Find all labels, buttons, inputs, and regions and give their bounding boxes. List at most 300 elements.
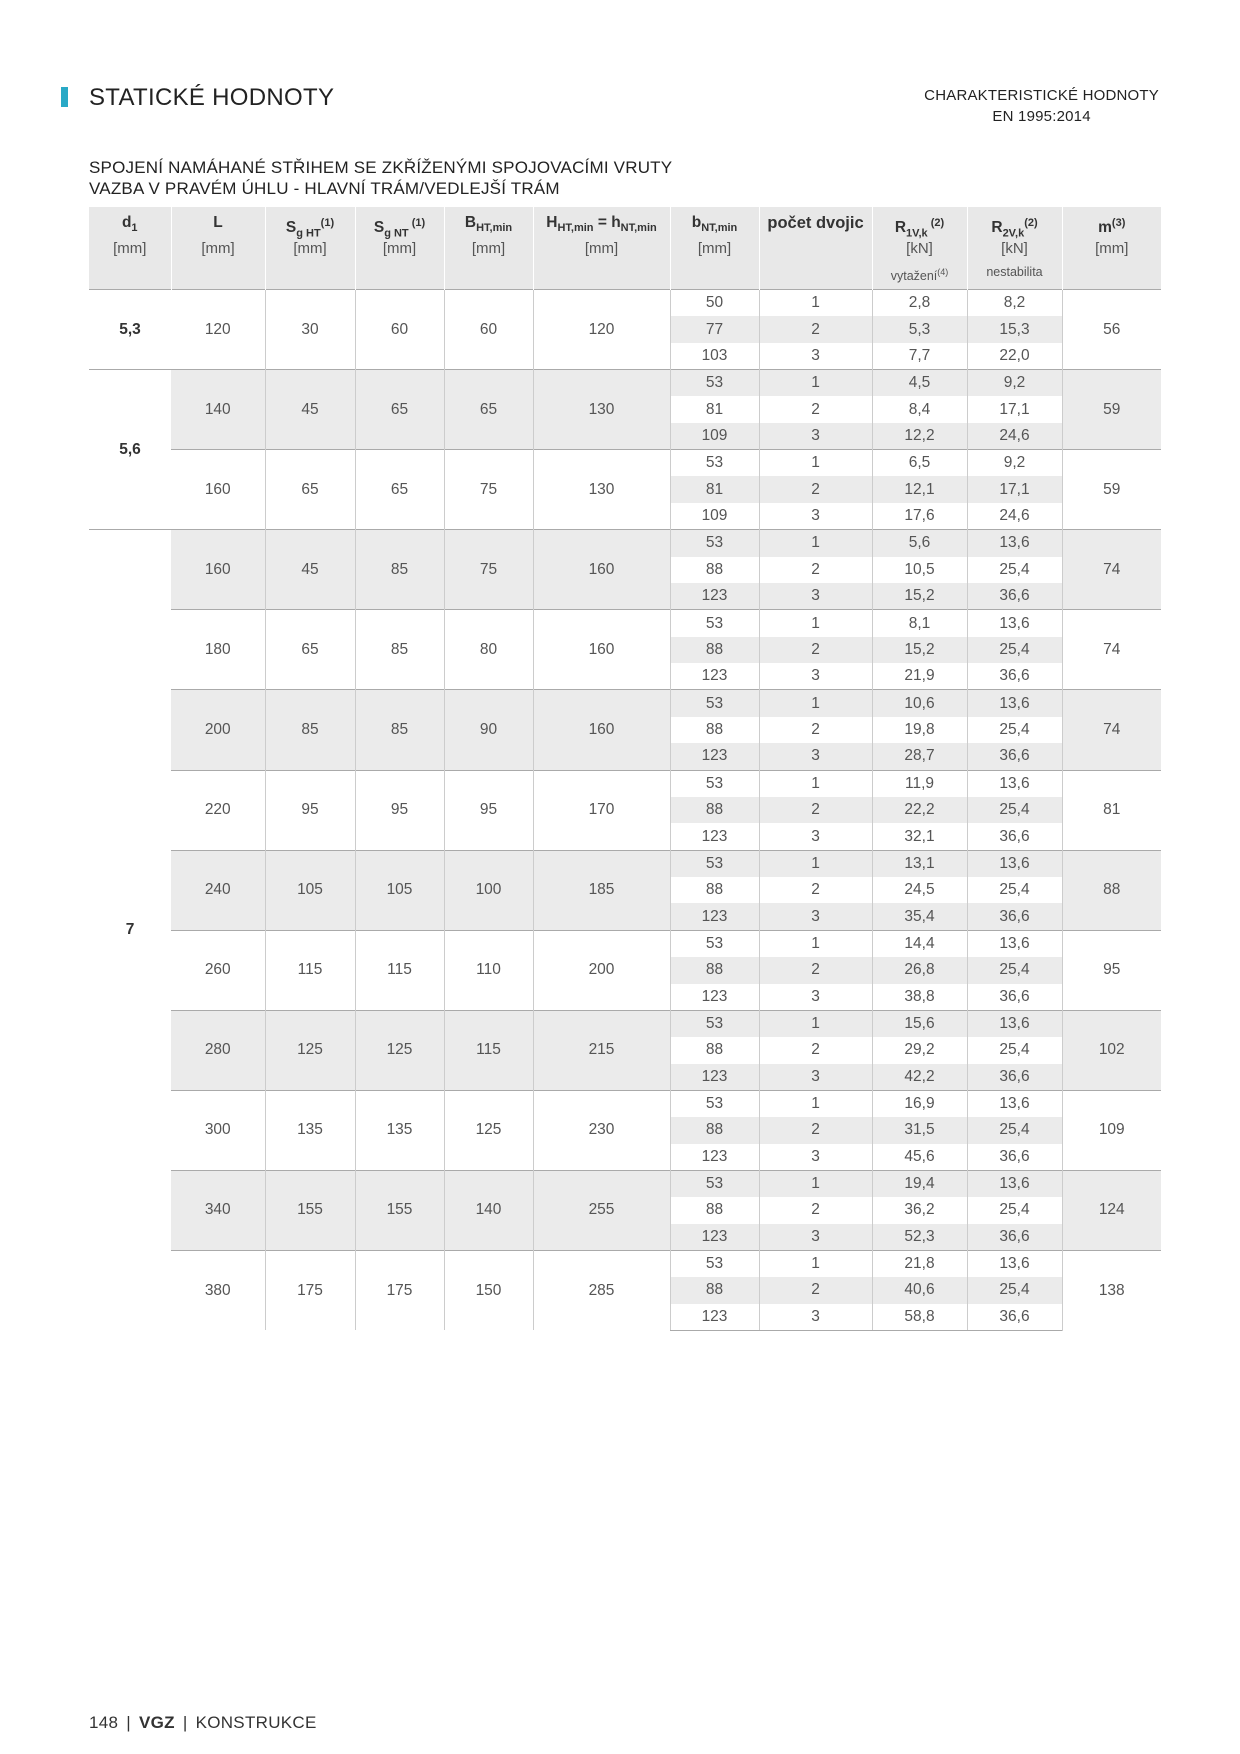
cell-r2v: 25,4	[967, 1197, 1062, 1224]
column-unit: [mm]	[471, 240, 506, 257]
cell-r2v: 25,4	[967, 557, 1062, 584]
cell-b-ht: 115	[444, 1010, 533, 1090]
cell-b-nt: 88	[670, 1277, 759, 1304]
cell-pairs: 3	[759, 503, 872, 530]
table-row	[89, 850, 1161, 877]
column-note: vytažení$^{(4)}$	[890, 267, 949, 284]
cell-b-nt: 53	[670, 930, 759, 957]
cell-r2v: 25,4	[967, 1277, 1062, 1304]
column-symbol: $S_{g NT}$ $^{(1)}$	[373, 217, 426, 240]
cell-r1v: 15,2	[872, 583, 967, 610]
cell-r1v: 5,3	[872, 316, 967, 343]
cell-pairs: 2	[759, 1117, 872, 1144]
cell-r1v: 10,5	[872, 557, 967, 584]
cell-b-nt: 88	[670, 1037, 759, 1064]
column-unit: [mm]	[697, 240, 732, 257]
cell-sg-ht: 105	[265, 850, 355, 930]
cell-sg-nt: 95	[355, 770, 444, 850]
cell-m: 88	[1062, 850, 1161, 930]
cell-r1v: 21,8	[872, 1250, 967, 1277]
cell-r1v: 38,8	[872, 984, 967, 1011]
cell-sg-nt: 60	[355, 290, 444, 370]
cell-r1v: 6,5	[872, 450, 967, 477]
cell-r1v: 7,7	[872, 343, 967, 370]
cell-r2v: 24,6	[967, 423, 1062, 450]
cell-b-nt: 88	[670, 1117, 759, 1144]
cell-r1v: 13,1	[872, 850, 967, 877]
page-number: 148	[89, 1713, 119, 1732]
cell-r2v: 9,2	[967, 450, 1062, 477]
cell-sg-nt: 65	[355, 370, 444, 450]
cell-sg-ht: 30	[265, 290, 355, 370]
cell-r1v: 16,9	[872, 1090, 967, 1117]
cell-b-nt: 123	[670, 1144, 759, 1171]
cell-h-ht: 130	[533, 370, 670, 450]
table-row	[89, 610, 1161, 637]
cell-pairs: 1	[759, 1170, 872, 1197]
cell-r2v: 13,6	[967, 770, 1062, 797]
cell-sg-ht: 155	[265, 1170, 355, 1250]
cell-b-nt: 88	[670, 637, 759, 664]
cell-L: 240	[171, 850, 265, 930]
cell-r1v: 11,9	[872, 770, 967, 797]
cell-r2v: 36,6	[967, 743, 1062, 770]
cell-L: 200	[171, 690, 265, 770]
cell-pairs: 1	[759, 530, 872, 557]
cell-d1: 5,6	[89, 370, 171, 530]
cell-b-nt: 53	[670, 1170, 759, 1197]
cell-pairs: 3	[759, 1144, 872, 1171]
cell-b-nt: 88	[670, 877, 759, 904]
cell-r2v: 13,6	[967, 530, 1062, 557]
cell-m: 138	[1062, 1250, 1161, 1330]
column-symbol: $R_{1V,k}$ $^{(2)}$	[894, 217, 945, 240]
table-row	[89, 1090, 1161, 1117]
cell-pairs: 1	[759, 1090, 872, 1117]
cell-pairs: 3	[759, 743, 872, 770]
cell-pairs: 2	[759, 1037, 872, 1064]
cell-b-nt: 88	[670, 1197, 759, 1224]
cell-r2v: 25,4	[967, 797, 1062, 824]
cell-r2v: 36,6	[967, 1224, 1062, 1251]
cell-r1v: 10,6	[872, 690, 967, 717]
column-header	[355, 207, 444, 290]
cell-sg-ht: 65	[265, 610, 355, 690]
cell-r1v: 8,4	[872, 396, 967, 423]
cell-pairs: 3	[759, 343, 872, 370]
cell-r2v: 22,0	[967, 343, 1062, 370]
cell-b-nt: 88	[670, 957, 759, 984]
cell-pairs: 3	[759, 1224, 872, 1251]
cell-L: 140	[171, 370, 265, 450]
table-row	[89, 290, 1161, 317]
cell-r1v: 2,8	[872, 290, 967, 317]
cell-b-nt: 123	[670, 743, 759, 770]
cell-b-ht: 110	[444, 930, 533, 1010]
cell-pairs: 2	[759, 717, 872, 744]
cell-b-nt: 53	[670, 450, 759, 477]
column-unit: [mm]	[382, 240, 417, 257]
cell-sg-nt: 105	[355, 850, 444, 930]
cell-r1v: 31,5	[872, 1117, 967, 1144]
cell-r2v: 25,4	[967, 1037, 1062, 1064]
cell-r1v: 12,2	[872, 423, 967, 450]
cell-b-nt: 81	[670, 396, 759, 423]
table-row	[89, 930, 1161, 957]
cell-r2v: 9,2	[967, 370, 1062, 397]
column-symbol: $m^{(3)}$	[1098, 217, 1126, 237]
cell-h-ht: 230	[533, 1090, 670, 1170]
cell-pairs: 1	[759, 850, 872, 877]
cell-r1v: 15,2	[872, 637, 967, 664]
column-header	[670, 207, 759, 290]
cell-sg-nt: 175	[355, 1250, 444, 1330]
cell-b-ht: 90	[444, 690, 533, 770]
cell-r1v: 26,8	[872, 957, 967, 984]
cell-d1: 5,3	[89, 290, 171, 370]
cell-pairs: 1	[759, 1250, 872, 1277]
table-body	[89, 290, 1161, 1331]
cell-pairs: 2	[759, 957, 872, 984]
column-symbol: $b_{NT,min}$	[691, 214, 738, 235]
cell-b-nt: 53	[670, 1010, 759, 1037]
header-right-line2: EN 1995:2014	[992, 108, 1091, 125]
table-row	[89, 1250, 1161, 1277]
table-row	[89, 370, 1161, 397]
cell-sg-nt: 85	[355, 610, 444, 690]
cell-b-ht: 125	[444, 1090, 533, 1170]
cell-d1: 7	[89, 530, 171, 1331]
cell-m: 59	[1062, 370, 1161, 450]
cell-b-ht: 95	[444, 770, 533, 850]
cell-r2v: 15,3	[967, 316, 1062, 343]
footer	[89, 1713, 317, 1733]
cell-r1v: 52,3	[872, 1224, 967, 1251]
column-symbol: $R_{2V,k}^{(2)}$	[991, 217, 1038, 240]
cell-r2v: 13,6	[967, 610, 1062, 637]
cell-h-ht: 160	[533, 610, 670, 690]
cell-m: 109	[1062, 1090, 1161, 1170]
cell-b-nt: 123	[670, 903, 759, 930]
cell-m: 74	[1062, 530, 1161, 610]
cell-r2v: 25,4	[967, 1117, 1062, 1144]
cell-b-ht: 140	[444, 1170, 533, 1250]
cell-pairs: 3	[759, 1304, 872, 1331]
cell-b-nt: 53	[670, 690, 759, 717]
cell-b-nt: 53	[670, 610, 759, 637]
table-header-row	[89, 207, 1161, 290]
cell-r1v: 5,6	[872, 530, 967, 557]
cell-L: 300	[171, 1090, 265, 1170]
cell-h-ht: 200	[533, 930, 670, 1010]
cell-r1v: 15,6	[872, 1010, 967, 1037]
cell-r1v: 40,6	[872, 1277, 967, 1304]
cell-r2v: 17,1	[967, 396, 1062, 423]
cell-h-ht: 170	[533, 770, 670, 850]
table-row	[89, 690, 1161, 717]
static-values-table	[89, 207, 1161, 1331]
cell-r2v: 36,6	[967, 1064, 1062, 1091]
cell-r1v: 21,9	[872, 663, 967, 690]
cell-b-nt: 123	[670, 1064, 759, 1091]
cell-pairs: 3	[759, 423, 872, 450]
cell-L: 120	[171, 290, 265, 370]
cell-r1v: 12,1	[872, 476, 967, 503]
cell-b-nt: 123	[670, 1304, 759, 1331]
cell-r1v: 22,2	[872, 797, 967, 824]
cell-b-nt: 77	[670, 316, 759, 343]
cell-r1v: 24,5	[872, 877, 967, 904]
cell-pairs: 2	[759, 557, 872, 584]
column-unit: [kN]	[1001, 240, 1028, 257]
cell-b-ht: 150	[444, 1250, 533, 1330]
cell-pairs: 1	[759, 930, 872, 957]
cell-r2v: 13,6	[967, 930, 1062, 957]
cell-r1v: 4,5	[872, 370, 967, 397]
cell-b-nt: 53	[670, 850, 759, 877]
column-header	[533, 207, 670, 290]
cell-pairs: 3	[759, 823, 872, 850]
cell-pairs: 2	[759, 316, 872, 343]
cell-r2v: 25,4	[967, 877, 1062, 904]
cell-r2v: 8,2	[967, 290, 1062, 317]
cell-pairs: 1	[759, 450, 872, 477]
cell-r2v: 13,6	[967, 1010, 1062, 1037]
cell-r2v: 17,1	[967, 476, 1062, 503]
cell-h-ht: 185	[533, 850, 670, 930]
cell-pairs: 1	[759, 1010, 872, 1037]
cell-pairs: 2	[759, 1277, 872, 1304]
cell-b-ht: 100	[444, 850, 533, 930]
cell-h-ht: 120	[533, 290, 670, 370]
table-row	[89, 1010, 1161, 1037]
cell-r1v: 58,8	[872, 1304, 967, 1331]
cell-L: 340	[171, 1170, 265, 1250]
column-symbol: $S_{g HT}^{(1)}$	[285, 217, 335, 240]
cell-pairs: 3	[759, 984, 872, 1011]
cell-L: 160	[171, 450, 265, 530]
cell-h-ht: 255	[533, 1170, 670, 1250]
cell-b-nt: 123	[670, 984, 759, 1011]
cell-b-ht: 75	[444, 450, 533, 530]
cell-r2v: 25,4	[967, 717, 1062, 744]
column-header	[89, 207, 171, 290]
cell-m: 95	[1062, 930, 1161, 1010]
cell-sg-ht: 175	[265, 1250, 355, 1330]
cell-b-ht: 75	[444, 530, 533, 610]
cell-h-ht: 160	[533, 690, 670, 770]
cell-b-nt: 53	[670, 770, 759, 797]
cell-b-nt: 123	[670, 823, 759, 850]
cell-r1v: 17,6	[872, 503, 967, 530]
table-row	[89, 530, 1161, 557]
cell-r2v: 13,6	[967, 850, 1062, 877]
cell-r1v: 28,7	[872, 743, 967, 770]
cell-b-nt: 53	[670, 530, 759, 557]
column-header	[872, 207, 967, 290]
cell-b-nt: 81	[670, 476, 759, 503]
cell-pairs: 1	[759, 370, 872, 397]
column-unit: [kN]	[906, 240, 933, 257]
cell-r2v: 36,6	[967, 823, 1062, 850]
cell-h-ht: 130	[533, 450, 670, 530]
cell-pairs: 3	[759, 1064, 872, 1091]
cell-sg-ht: 45	[265, 530, 355, 610]
cell-pairs: 1	[759, 690, 872, 717]
cell-r1v: 19,4	[872, 1170, 967, 1197]
column-header	[967, 207, 1062, 290]
cell-b-nt: 88	[670, 797, 759, 824]
cell-r1v: 32,1	[872, 823, 967, 850]
cell-sg-ht: 135	[265, 1090, 355, 1170]
table-row	[89, 450, 1161, 477]
cell-sg-ht: 65	[265, 450, 355, 530]
column-symbol: $H_{HT,min} = h_{NT,min}$	[546, 214, 657, 235]
cell-sg-ht: 95	[265, 770, 355, 850]
cell-m: 81	[1062, 770, 1161, 850]
column-unit: [mm]	[201, 240, 235, 257]
column-header	[759, 207, 872, 290]
accent-bar	[61, 87, 68, 107]
cell-r2v: 13,6	[967, 690, 1062, 717]
cell-pairs: 2	[759, 797, 872, 824]
cell-L: 220	[171, 770, 265, 850]
cell-r2v: 36,6	[967, 1304, 1062, 1331]
column-symbol: počet dvojic	[767, 214, 864, 232]
column-unit: [mm]	[293, 240, 327, 257]
cell-m: 74	[1062, 610, 1161, 690]
cell-pairs: 1	[759, 290, 872, 317]
column-note: nestabilita	[986, 265, 1043, 279]
cell-b-nt: 88	[670, 717, 759, 744]
column-symbol: $B_{HT,min}$	[464, 214, 513, 235]
cell-r1v: 8,1	[872, 610, 967, 637]
column-header	[171, 207, 265, 290]
cell-pairs: 2	[759, 476, 872, 503]
cell-sg-nt: 155	[355, 1170, 444, 1250]
cell-pairs: 2	[759, 637, 872, 664]
cell-sg-ht: 45	[265, 370, 355, 450]
cell-r1v: 19,8	[872, 717, 967, 744]
cell-sg-nt: 115	[355, 930, 444, 1010]
cell-h-ht: 215	[533, 1010, 670, 1090]
section-title-line2: VAZBA V PRAVÉM ÚHLU - HLAVNÍ TRÁM/VEDLEJŠÍ TRÁM	[89, 179, 560, 198]
cell-pairs: 3	[759, 903, 872, 930]
cell-h-ht: 160	[533, 530, 670, 610]
cell-pairs: 2	[759, 396, 872, 423]
cell-sg-nt: 65	[355, 450, 444, 530]
cell-pairs: 1	[759, 770, 872, 797]
column-header	[265, 207, 355, 290]
cell-b-nt: 123	[670, 1224, 759, 1251]
table-row	[89, 1170, 1161, 1197]
cell-b-nt: 50	[670, 290, 759, 317]
header-standard	[924, 85, 1159, 127]
cell-b-ht: 80	[444, 610, 533, 690]
cell-b-nt: 53	[670, 370, 759, 397]
cell-r1v: 45,6	[872, 1144, 967, 1171]
cell-pairs: 3	[759, 583, 872, 610]
cell-r2v: 13,6	[967, 1090, 1062, 1117]
page-title: STATICKÉ HODNOTY	[89, 84, 335, 111]
cell-sg-ht: 85	[265, 690, 355, 770]
cell-r2v: 36,6	[967, 984, 1062, 1011]
cell-b-nt: 103	[670, 343, 759, 370]
cell-r1v: 29,2	[872, 1037, 967, 1064]
cell-L: 380	[171, 1250, 265, 1330]
cell-L: 260	[171, 930, 265, 1010]
cell-L: 160	[171, 530, 265, 610]
cell-r2v: 13,6	[967, 1170, 1062, 1197]
cell-pairs: 2	[759, 877, 872, 904]
column-symbol: $d_1$	[121, 214, 138, 235]
footer-product: VGZ	[138, 1713, 175, 1732]
cell-sg-nt: 85	[355, 690, 444, 770]
cell-b-nt: 53	[670, 1250, 759, 1277]
footer-separator: |	[182, 1713, 188, 1732]
cell-r1v: 14,4	[872, 930, 967, 957]
column-unit: [mm]	[113, 240, 147, 257]
column-symbol: L	[213, 214, 223, 231]
cell-r1v: 35,4	[872, 903, 967, 930]
cell-m: 124	[1062, 1170, 1161, 1250]
cell-sg-nt: 125	[355, 1010, 444, 1090]
cell-b-nt: 123	[670, 583, 759, 610]
column-unit: [mm]	[584, 240, 619, 257]
cell-sg-ht: 125	[265, 1010, 355, 1090]
cell-b-nt: 109	[670, 423, 759, 450]
cell-r2v: 25,4	[967, 637, 1062, 664]
cell-pairs: 3	[759, 663, 872, 690]
cell-sg-nt: 135	[355, 1090, 444, 1170]
cell-r2v: 36,6	[967, 1144, 1062, 1171]
footer-separator: |	[126, 1713, 131, 1732]
cell-L: 280	[171, 1010, 265, 1090]
cell-b-nt: 109	[670, 503, 759, 530]
cell-r1v: 42,2	[872, 1064, 967, 1091]
header-right-line1: CHARAKTERISTICKÉ HODNOTY	[924, 87, 1159, 104]
cell-b-ht: 65	[444, 370, 533, 450]
table-row	[89, 770, 1161, 797]
table-header	[89, 207, 1161, 290]
cell-r2v: 25,4	[967, 957, 1062, 984]
cell-m: 59	[1062, 450, 1161, 530]
column-unit: [mm]	[1095, 240, 1129, 257]
cell-b-nt: 88	[670, 557, 759, 584]
column-header	[1062, 207, 1161, 290]
cell-r2v: 24,6	[967, 503, 1062, 530]
cell-b-ht: 60	[444, 290, 533, 370]
cell-m: 74	[1062, 690, 1161, 770]
cell-m: 56	[1062, 290, 1161, 370]
cell-pairs: 2	[759, 1197, 872, 1224]
cell-pairs: 1	[759, 610, 872, 637]
cell-r2v: 36,6	[967, 583, 1062, 610]
cell-L: 180	[171, 610, 265, 690]
cell-b-nt: 123	[670, 663, 759, 690]
cell-m: 102	[1062, 1010, 1161, 1090]
cell-sg-nt: 85	[355, 530, 444, 610]
footer-section: KONSTRUKCE	[195, 1713, 317, 1732]
cell-r2v: 13,6	[967, 1250, 1062, 1277]
section-title	[89, 157, 672, 199]
cell-r2v: 36,6	[967, 663, 1062, 690]
section-title-line1: SPOJENÍ NAMÁHANÉ STŘIHEM SE ZKŘÍŽENÝMI SPOJOVACÍMI VRUTY	[89, 158, 673, 177]
cell-sg-ht: 115	[265, 930, 355, 1010]
column-header	[444, 207, 533, 290]
cell-h-ht: 285	[533, 1250, 670, 1330]
cell-b-nt: 53	[670, 1090, 759, 1117]
